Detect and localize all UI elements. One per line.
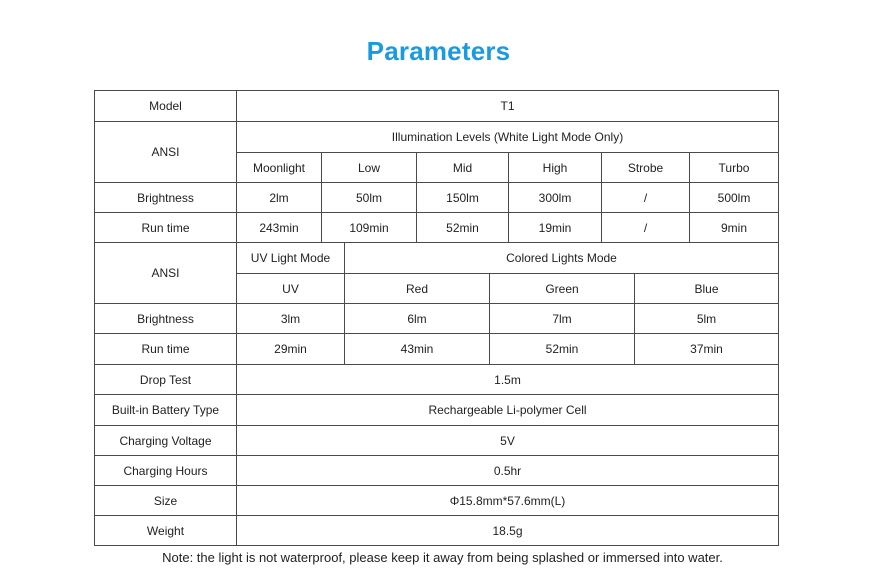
brightness-value: / <box>601 182 690 213</box>
brightness-value: 2lm <box>236 182 322 213</box>
brightness-value: 6lm <box>344 303 490 334</box>
uv-light-mode-header: UV Light Mode <box>236 242 345 274</box>
ansi-color-label: ANSI <box>94 242 237 304</box>
brightness-label: Brightness <box>94 303 237 334</box>
charging-voltage-value: 5V <box>236 425 779 456</box>
mode-green: Green <box>489 273 635 304</box>
battery-type-value: Rechargeable Li-polymer Cell <box>236 394 779 426</box>
brightness-value: 500lm <box>689 182 779 213</box>
brightness-value: 7lm <box>489 303 635 334</box>
runtime-label: Run time <box>94 333 237 365</box>
mode-blue: Blue <box>634 273 779 304</box>
charging-voltage-label: Charging Voltage <box>94 425 237 456</box>
brightness-value: 3lm <box>236 303 345 334</box>
charging-hours-value: 0.5hr <box>236 455 779 486</box>
brightness-label: Brightness <box>94 182 237 213</box>
runtime-value: 243min <box>236 212 322 243</box>
colored-lights-mode-header: Colored Lights Mode <box>344 242 779 274</box>
model-label: Model <box>94 90 237 122</box>
runtime-value: 29min <box>236 333 345 365</box>
runtime-value: 109min <box>321 212 417 243</box>
runtime-value: 37min <box>634 333 779 365</box>
illumination-levels-header: Illumination Levels (White Light Mode Only) <box>236 121 779 153</box>
drop-test-label: Drop Test <box>94 364 237 395</box>
ansi-white-label: ANSI <box>94 121 237 183</box>
drop-test-value: 1.5m <box>236 364 779 395</box>
brightness-value: 50lm <box>321 182 417 213</box>
model-value: T1 <box>236 90 779 122</box>
size-value: Φ15.8mm*57.6mm(L) <box>236 485 779 516</box>
waterproof-note: Note: the light is not waterproof, please keep it away from being splashed or immersed into water. <box>162 550 723 565</box>
battery-type-label: Built-in Battery Type <box>94 394 237 426</box>
brightness-value: 150lm <box>416 182 509 213</box>
brightness-value: 300lm <box>508 182 602 213</box>
charging-hours-label: Charging Hours <box>94 455 237 486</box>
mode-moonlight: Moonlight <box>236 152 322 183</box>
size-label: Size <box>94 485 237 516</box>
mode-high: High <box>508 152 602 183</box>
page-title: Parameters <box>366 36 511 66</box>
runtime-value: 19min <box>508 212 602 243</box>
runtime-value: 9min <box>689 212 779 243</box>
mode-red: Red <box>344 273 490 304</box>
runtime-value: 52min <box>489 333 635 365</box>
mode-low: Low <box>321 152 417 183</box>
runtime-label: Run time <box>94 212 237 243</box>
runtime-value: 43min <box>344 333 490 365</box>
runtime-value: / <box>601 212 690 243</box>
mode-turbo: Turbo <box>689 152 779 183</box>
weight-value: 18.5g <box>236 515 779 546</box>
mode-mid: Mid <box>416 152 509 183</box>
mode-strobe: Strobe <box>601 152 690 183</box>
mode-uv: UV <box>236 273 345 304</box>
runtime-value: 52min <box>416 212 509 243</box>
weight-label: Weight <box>94 515 237 546</box>
brightness-value: 5lm <box>634 303 779 334</box>
